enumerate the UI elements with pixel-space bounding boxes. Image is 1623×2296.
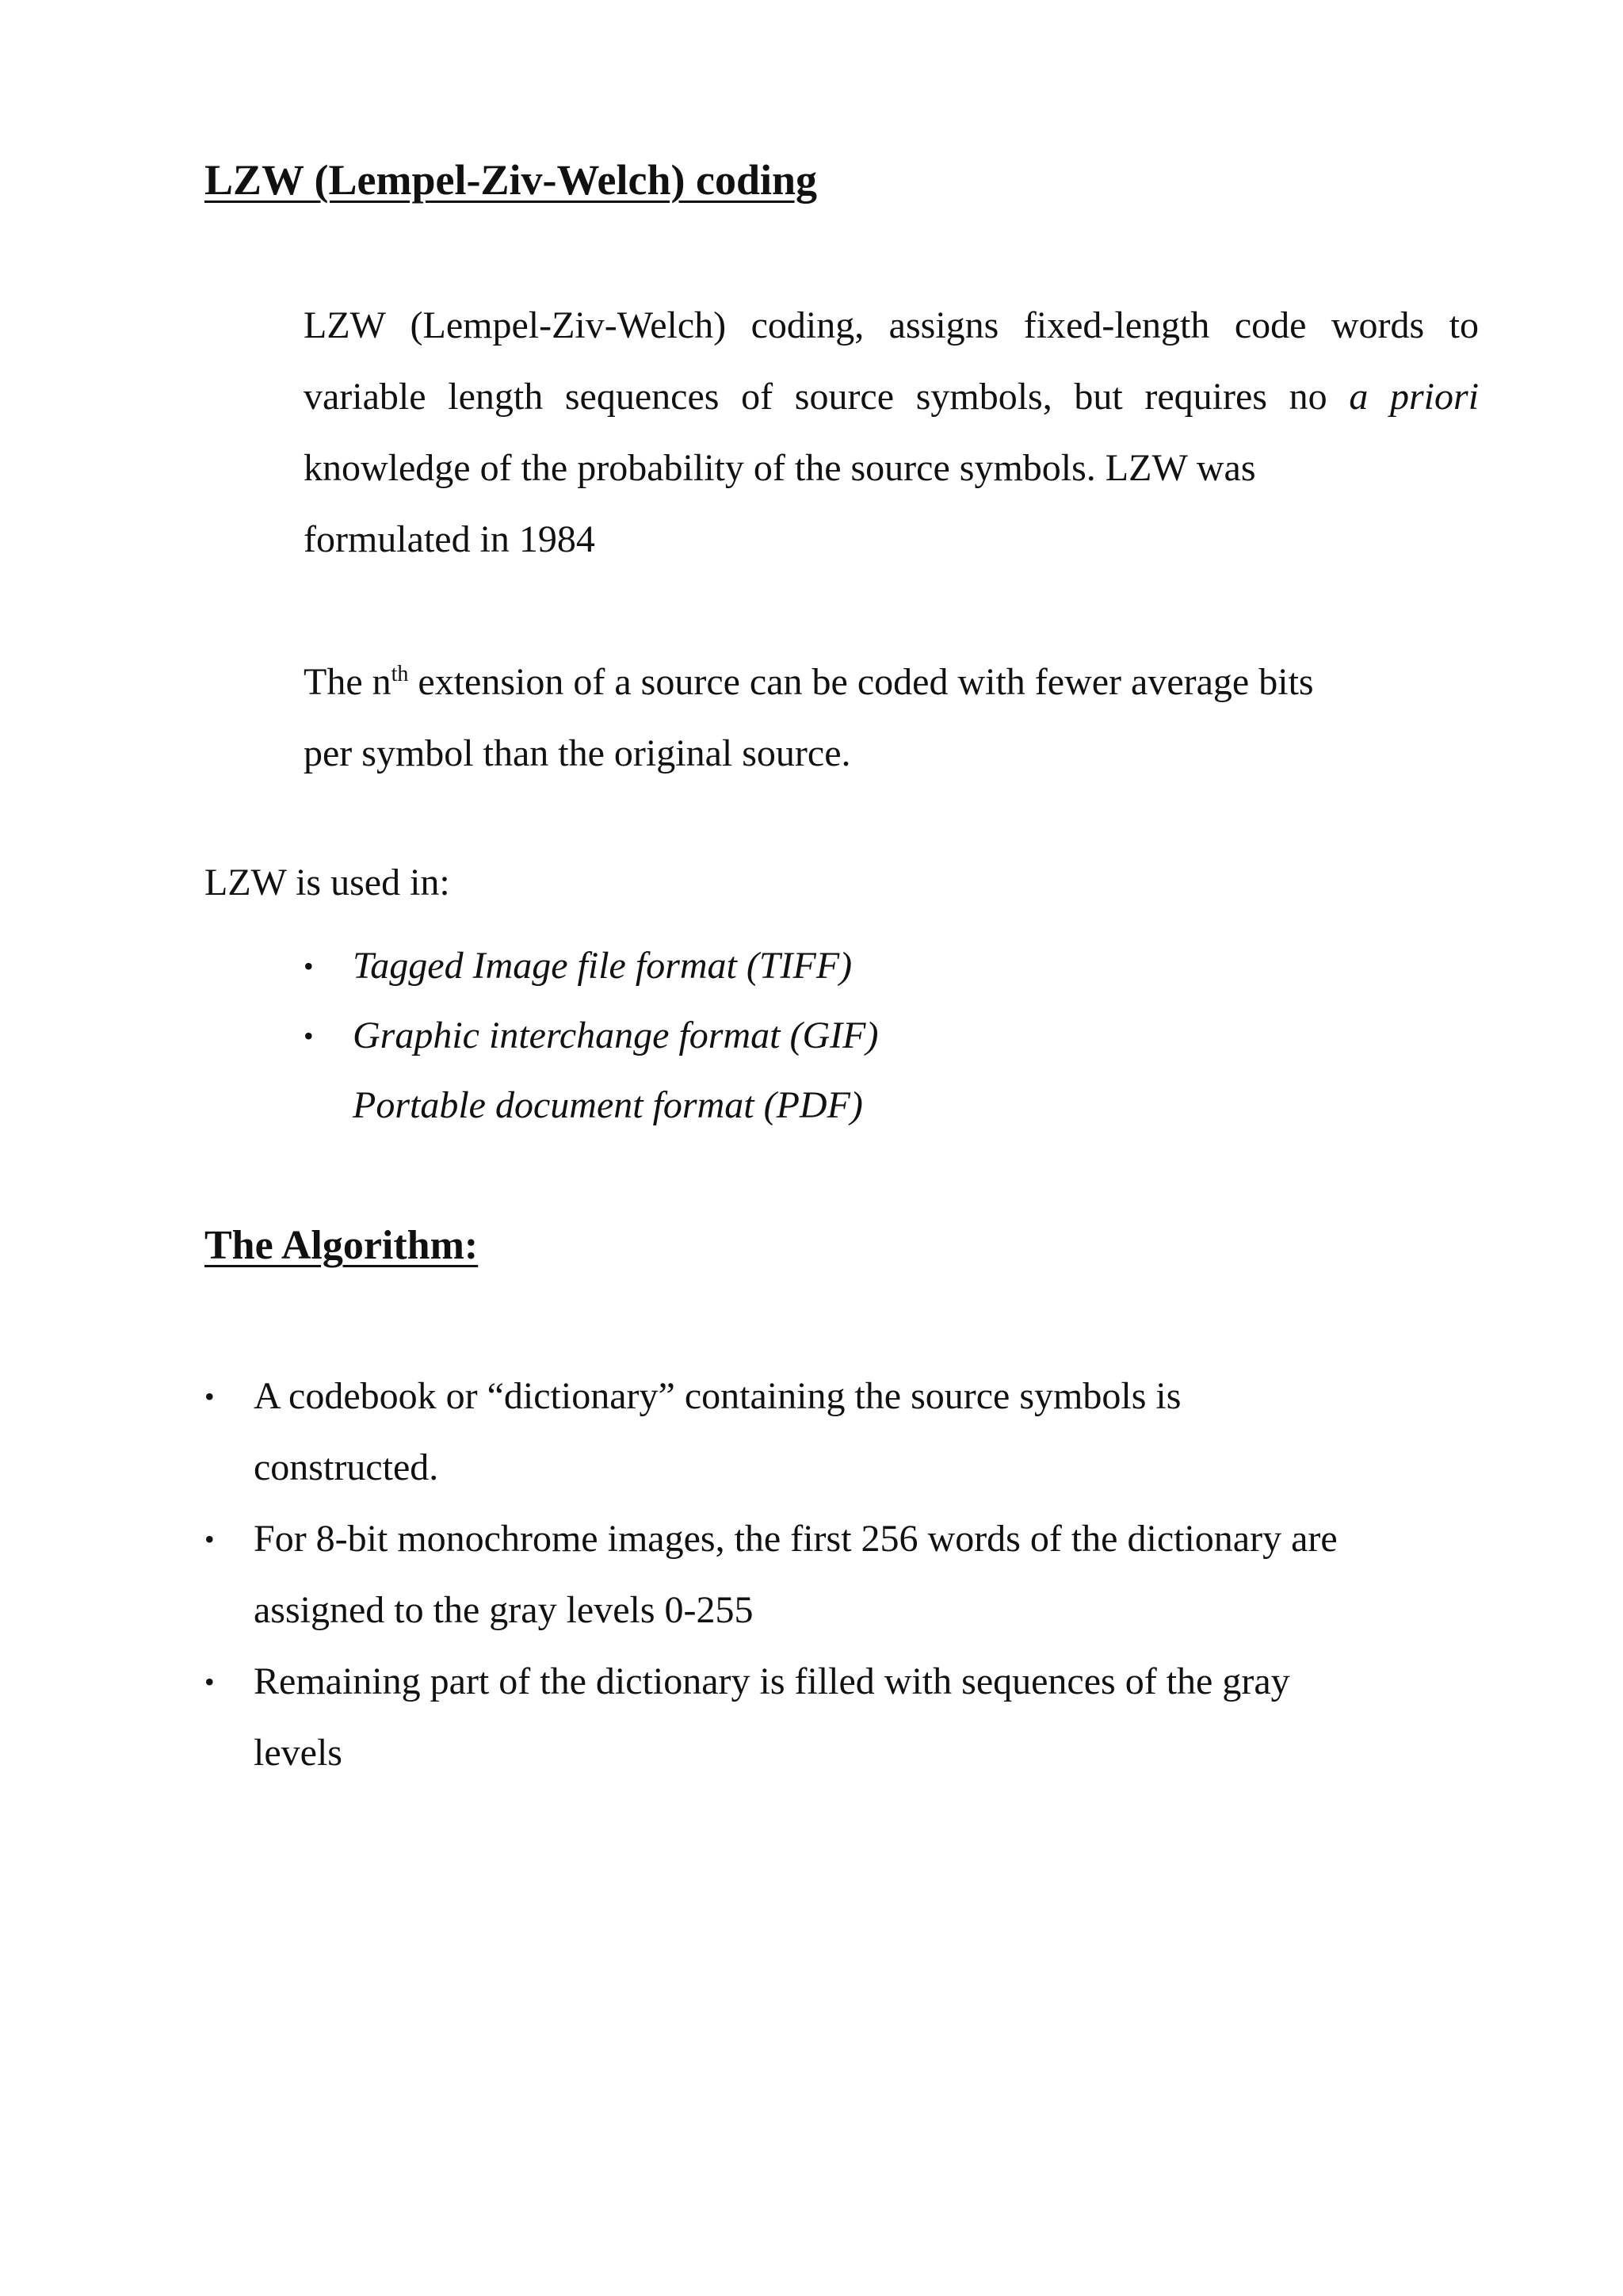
used-in-label: LZW is used in: xyxy=(204,861,450,904)
extension-sup: th xyxy=(391,662,409,686)
uses-list xyxy=(304,931,878,1140)
intro-text-c: formulated in 1984 xyxy=(304,518,595,560)
list-item-text: Portable document format (PDF) xyxy=(353,1084,863,1126)
intro-italic-a: a xyxy=(1349,376,1369,418)
list-item xyxy=(204,1503,1479,1646)
extension-paragraph xyxy=(304,647,1479,789)
bullet-icon: • xyxy=(204,1523,215,1555)
list-item-text: For 8-bit monochrome images, the first 256 words of the dictionary are xyxy=(254,1518,1338,1560)
bullet-icon: • xyxy=(304,1020,314,1052)
algorithm-heading: The Algorithm: xyxy=(204,1223,479,1268)
extension-last: per symbol than the original source. xyxy=(304,732,851,774)
list-item-text: A codebook or “dictionary” containing the source symbols is xyxy=(254,1375,1182,1417)
list-item-continuation: constructed. xyxy=(254,1446,439,1488)
bullet-icon: • xyxy=(204,1666,215,1698)
intro-text-b: knowledge of the probability of the source symbols. LZW was xyxy=(304,447,1256,489)
list-item xyxy=(304,1071,878,1140)
extension-pre: The n xyxy=(304,661,391,703)
algorithm-list xyxy=(204,1361,1479,1789)
list-item-text: Graphic interchange format (GIF) xyxy=(353,1014,879,1056)
intro-paragraph xyxy=(304,290,1479,575)
list-item xyxy=(304,931,878,1001)
list-item-continuation: levels xyxy=(254,1732,342,1774)
intro-text-a: LZW (Lempel-Ziv-Welch) coding, assigns fixed-length code words to variable length sequences of source symbols, but requires no xyxy=(304,304,1479,418)
list-item xyxy=(204,1361,1479,1503)
list-item-continuation: assigned to the gray levels 0-255 xyxy=(254,1589,754,1631)
intro-italic-priori: priori xyxy=(1390,376,1480,418)
bullet-icon: • xyxy=(304,950,314,982)
list-item-text: Tagged Image file format (TIFF) xyxy=(353,945,853,987)
list-item xyxy=(204,1646,1479,1789)
extension-post: extension of a source can be coded with fewer average bits xyxy=(418,661,1314,703)
page-title: LZW (Lempel-Ziv-Welch) coding xyxy=(204,156,818,204)
list-item-text: Remaining part of the dictionary is filled with sequences of the gray xyxy=(254,1660,1290,1702)
bullet-icon: • xyxy=(204,1381,215,1412)
list-item xyxy=(304,1001,878,1071)
